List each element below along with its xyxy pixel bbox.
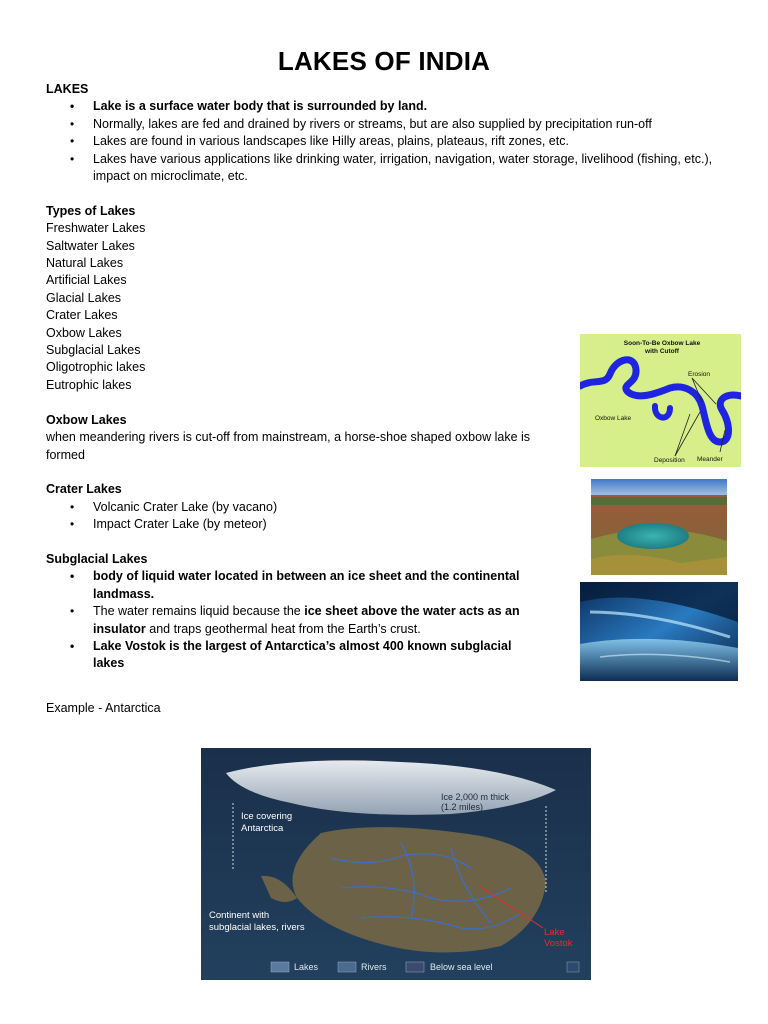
legend-lakes: Lakes <box>294 962 319 972</box>
legend-below-sea-level: Below sea level <box>430 962 493 972</box>
list-item: • Normally, lakes are fed and drained by rivers or streams, but are also supplied by precipitation run-off <box>46 116 726 133</box>
types-heading: Types of Lakes <box>46 203 136 218</box>
rivers-legend-icon <box>338 962 356 972</box>
logo-icon <box>567 962 579 972</box>
types-item: Artificial Lakes <box>46 273 127 288</box>
deposition-label: Deposition <box>654 457 685 464</box>
subglacial-heading: Subglacial Lakes <box>46 551 148 566</box>
types-item: Eutrophic lakes <box>46 377 132 392</box>
oxbow-lake-label: Oxbow Lake <box>595 415 632 422</box>
subglacial-list <box>46 568 536 672</box>
subglacial-text: The water remains liquid because the <box>93 604 305 619</box>
oxbow-diagram-subtitle: with Cutoff <box>645 348 679 355</box>
ice-cave-photo <box>580 582 738 681</box>
ice-covering-label-2: Antarctica <box>241 823 284 834</box>
lakes-list <box>46 98 726 185</box>
types-item: Saltwater Lakes <box>46 238 135 253</box>
types-item: Natural Lakes <box>46 256 124 271</box>
page-title: LAKES OF INDIA <box>277 46 491 76</box>
below-sea-level-legend-icon <box>406 962 424 972</box>
oxbow-heading: Oxbow Lakes <box>46 412 127 427</box>
list-item: • body of liquid water located in between an ice sheet and the continental landmass. <box>46 568 536 603</box>
subglacial-text: and traps geothermal heat from the Earth’s crust. <box>145 621 421 636</box>
crater-lake-photo <box>591 479 727 575</box>
ice-thickness-miles-label: (1.2 miles) <box>441 802 484 812</box>
oxbow-diagram-image <box>580 334 741 467</box>
list-item: • Lakes are found in various landscapes like Hilly areas, plains, plateaus, rift zones, etc. <box>46 133 726 150</box>
continent-label: Continent with <box>209 910 270 921</box>
list-item: • Volcanic Crater Lake (by vacano) <box>46 499 726 516</box>
meander-label: Meander <box>697 456 723 463</box>
types-item: Oligotrophic lakes <box>46 360 146 375</box>
list-item: • Impact Crater Lake (by meteor) <box>46 516 726 533</box>
subglacial-bold-text: ice sheet above the water acts as an insulator <box>93 604 520 636</box>
ice-thickness-label: Ice 2,000 m thick <box>441 792 510 802</box>
lakes-heading: LAKES <box>46 82 89 96</box>
types-item: Freshwater Lakes <box>46 221 146 236</box>
example-text: Example - Antarctica <box>46 701 161 716</box>
antarctica-figure <box>201 748 591 980</box>
oxbow-diagram-title: Soon-To-Be Oxbow Lake <box>623 340 701 347</box>
crater-heading: Crater Lakes <box>46 482 122 497</box>
lake-vostok-label: Lake <box>544 927 565 938</box>
oxbow-text: when meandering rivers is cut-off from mainstream, a horse-shoe shaped oxbow lake is formed <box>46 430 531 462</box>
list-item: • Lakes have various applications like drinking water, irrigation, navigation, water storage, livelihood (fishing, etc.), impact on microclimate, etc. <box>46 151 726 186</box>
types-item: Subglacial Lakes <box>46 343 141 358</box>
erosion-label: Erosion <box>688 371 711 378</box>
ice-covering-label: Ice covering <box>241 811 293 822</box>
continent-label-2: subglacial lakes, rivers <box>209 922 305 933</box>
lakes-legend-icon <box>271 962 289 972</box>
list-item <box>46 603 536 638</box>
types-item: Glacial Lakes <box>46 290 122 305</box>
lake-vostok-label-2: Vostok <box>544 938 573 949</box>
list-item: • Lake is a surface water body that is surrounded by land. <box>46 98 726 115</box>
types-item: Oxbow Lakes <box>46 325 122 340</box>
list-item: • Lake Vostok is the largest of Antarctica’s almost 400 known subglacial lakes <box>46 638 536 673</box>
legend-rivers: Rivers <box>361 962 387 972</box>
types-item: Crater Lakes <box>46 308 118 323</box>
